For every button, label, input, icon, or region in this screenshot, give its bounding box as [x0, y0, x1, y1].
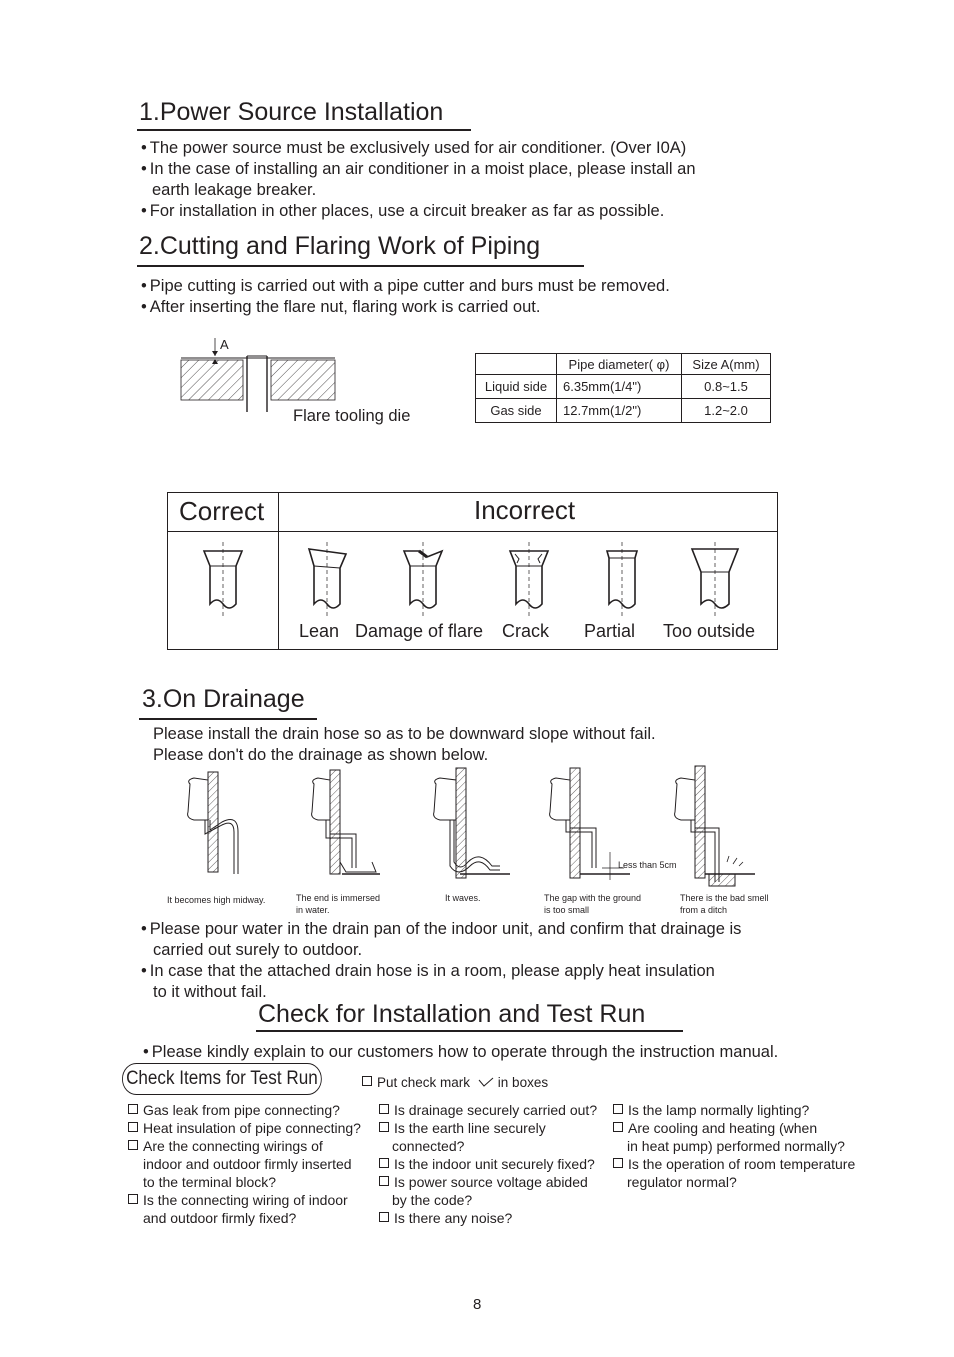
- section4-bullet: • Please kindly explain to our customers how to operate through the instruction manual.: [143, 1043, 778, 1062]
- checkbox-icon[interactable]: [128, 1140, 138, 1150]
- drainage-figures: [160, 762, 800, 892]
- checklist-col-2: [379, 1101, 597, 1227]
- check-item[interactable]: [379, 1173, 597, 1191]
- checkbox-icon[interactable]: [128, 1104, 138, 1114]
- flare-case-lean: Lean: [299, 621, 340, 641]
- checkbox-icon[interactable]: [128, 1194, 138, 1204]
- section2-bullet-2: • After inserting the flare nut, flaring work is carried out.: [141, 298, 540, 317]
- drain-caption-4b: is too small: [544, 905, 590, 915]
- drain-caption-4a: The gap with the ground: [544, 893, 642, 903]
- table-cell: Gas side: [476, 399, 557, 423]
- put-check-mark-note: [362, 1075, 548, 1090]
- table-header-cell: Pipe diameter( φ): [557, 354, 682, 375]
- drain-caption-1: It becomes high midway.: [167, 895, 266, 905]
- table-header-cell: Size A(mm): [682, 354, 771, 375]
- drain-fig-waves: [434, 768, 510, 878]
- checklist-col-3: [613, 1101, 855, 1191]
- table-header-cell: [476, 354, 557, 375]
- section2-title-rule: [137, 265, 584, 267]
- checkbox-icon[interactable]: [613, 1104, 623, 1114]
- drain-fig-immersed: [312, 770, 380, 874]
- check-item[interactable]: [613, 1155, 855, 1173]
- flare-case-partial: Partial: [584, 621, 636, 641]
- checkbox-icon: [362, 1076, 372, 1086]
- check-item-label: Is drainage securely carried out?: [394, 1102, 598, 1118]
- check-item[interactable]: [379, 1155, 597, 1173]
- table-header-row: [476, 354, 771, 375]
- table-row: [476, 375, 771, 399]
- table-cell: 12.7mm(1/2"): [557, 399, 682, 423]
- flare-incorrect-label: Incorrect: [474, 495, 576, 525]
- check-mark-icon: [478, 1077, 494, 1087]
- check-item[interactable]: [128, 1101, 361, 1119]
- flare-correct-label: Correct: [179, 496, 265, 526]
- flare-case-too-outside: Too outside: [663, 621, 756, 641]
- section1-bullet-1: • The power source must be exclusively used for air conditioner. (Over I0A): [141, 139, 686, 158]
- checkbox-icon[interactable]: [379, 1158, 389, 1168]
- section3-intro-2: Please don't do the drainage as shown below.: [153, 746, 489, 764]
- section3-title: 3.On Drainage: [142, 685, 305, 713]
- check-item-cont: regulator normal?: [627, 1174, 737, 1190]
- table-cell: Liquid side: [476, 375, 557, 399]
- section4-title-rule: [256, 1030, 683, 1032]
- table-cell: 6.35mm(1/4"): [557, 375, 682, 399]
- flare-case-crack: Crack: [502, 621, 550, 641]
- check-item-label: Is there any noise?: [394, 1210, 513, 1226]
- check-item[interactable]: [128, 1119, 361, 1137]
- checkbox-icon[interactable]: [379, 1104, 389, 1114]
- section2-bullet-1: • Pipe cutting is carried out with a pipe cutter and burs must be removed.: [141, 277, 670, 296]
- flare-shapes: [167, 532, 778, 622]
- checkbox-icon[interactable]: [379, 1122, 389, 1132]
- checkbox-icon[interactable]: [613, 1122, 623, 1132]
- check-item-label: Gas leak from pipe connecting?: [143, 1102, 340, 1118]
- check-item-label: Is the earth line securely: [394, 1120, 546, 1136]
- check-item[interactable]: [613, 1119, 855, 1137]
- section1-bullet-3: • For installation in other places, use a circuit breaker as far as possible.: [141, 202, 664, 221]
- flare-case-damage: Damage of flare: [355, 621, 484, 641]
- table-row: [476, 399, 771, 423]
- section1-bullet-2: • In the case of installing an air conditioner in a moist place, please install an: [141, 160, 696, 179]
- check-item-cont: by the code?: [392, 1192, 473, 1208]
- checklist-col-1: [128, 1101, 361, 1227]
- section4-title: Check for Installation and Test Run: [258, 1000, 646, 1028]
- section1-title: 1.Power Source Installation: [139, 98, 444, 126]
- check-item-cont: connected?: [392, 1138, 465, 1154]
- check-item[interactable]: [128, 1191, 361, 1209]
- flare-die-label-a: A: [220, 337, 229, 352]
- section3-bullet-1: • Please pour water in the drain pan of the indoor unit, and confirm that drainage is: [141, 920, 741, 939]
- check-item-label: Are the connecting wirings of: [143, 1138, 323, 1154]
- section1-bullet-2-cont: earth leakage breaker.: [152, 181, 317, 199]
- check-items-pill: Check Items for Test Run: [122, 1063, 322, 1095]
- check-item-label: Is the connecting wiring of indoor: [143, 1192, 348, 1208]
- checkbox-icon[interactable]: [379, 1176, 389, 1186]
- check-item-label: Is the operation of room temperature: [628, 1156, 856, 1172]
- drain-gap-note: Less than 5cm: [618, 860, 677, 870]
- check-item-cont: to the terminal block?: [143, 1174, 277, 1190]
- drain-fig-ditch: [675, 766, 755, 886]
- checkbox-icon[interactable]: [128, 1122, 138, 1132]
- check-item-cont: and outdoor firmly fixed?: [143, 1210, 297, 1226]
- check-item-label: Are cooling and heating (when: [628, 1120, 818, 1136]
- check-item-cont: in heat pump) performed normally?: [627, 1138, 845, 1154]
- drain-caption-5b: from a ditch: [680, 905, 728, 915]
- check-item[interactable]: [613, 1101, 855, 1119]
- drain-caption-2b: in water.: [296, 905, 330, 915]
- check-item-label: Is power source voltage abided: [394, 1174, 588, 1190]
- check-item[interactable]: [128, 1137, 361, 1155]
- section3-intro-1: Please install the drain hose so as to be downward slope without fail.: [153, 725, 656, 743]
- page-number: 8: [473, 1296, 482, 1313]
- check-item-label: Is the indoor unit securely fixed?: [394, 1156, 595, 1172]
- drain-caption-2a: The end is immersed: [296, 893, 381, 903]
- section3-bullet-2: • In case that the attached drain hose is in a room, please apply heat insulation: [141, 962, 715, 981]
- checkbox-icon[interactable]: [379, 1212, 389, 1222]
- section2-title: 2.Cutting and Flaring Work of Piping: [139, 232, 541, 260]
- checkbox-icon[interactable]: [613, 1158, 623, 1168]
- section3-bullet-1-cont: carried out surely to outdoor.: [153, 941, 363, 959]
- drain-fig-high-midway: [188, 772, 238, 874]
- section3-title-rule: [139, 718, 317, 720]
- check-item-label: Is the lamp normally lighting?: [628, 1102, 810, 1118]
- flare-die-figure: [175, 334, 345, 418]
- drain-caption-3: It waves.: [445, 893, 481, 903]
- check-item[interactable]: [379, 1209, 597, 1227]
- check-item[interactable]: [379, 1101, 597, 1119]
- check-item-label: Heat insulation of pipe connecting?: [143, 1120, 361, 1136]
- check-item[interactable]: [379, 1119, 597, 1137]
- put-check-mark-text: Put check mark: [377, 1075, 471, 1090]
- check-item-cont: indoor and outdoor firmly inserted: [143, 1156, 352, 1172]
- put-check-mark-text-2: in boxes: [497, 1075, 549, 1090]
- drain-caption-5a: There is the bad smell: [680, 893, 769, 903]
- table-cell: 0.8~1.5: [682, 375, 771, 399]
- flare-die-caption: Flare tooling die: [293, 407, 411, 425]
- section1-title-rule: [137, 129, 471, 131]
- pipe-size-table: [475, 353, 771, 423]
- table-cell: 1.2~2.0: [682, 399, 771, 423]
- section3-bullet-2-cont: to it without fail.: [153, 983, 267, 1001]
